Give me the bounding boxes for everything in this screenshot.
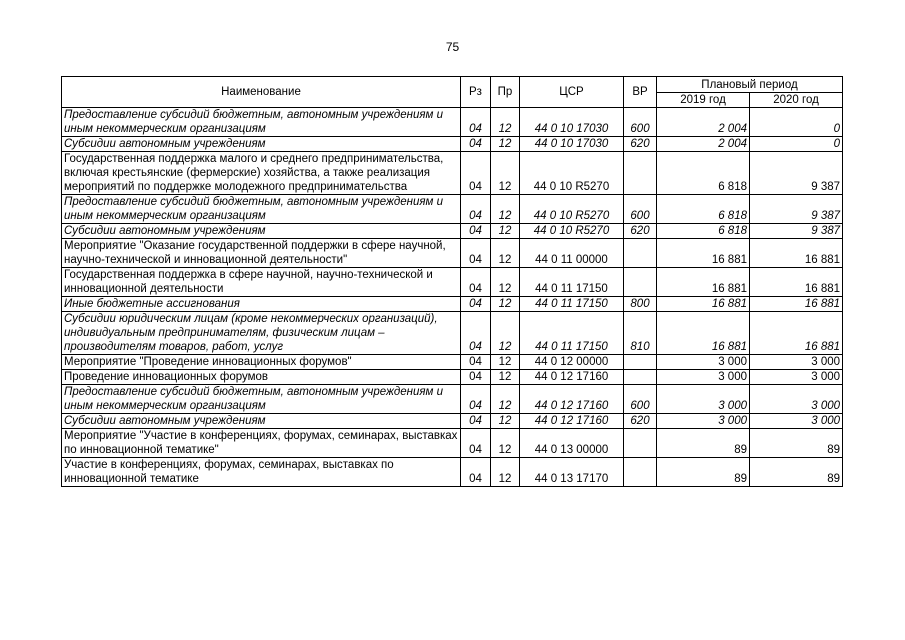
cell-2019: 16 881 bbox=[657, 297, 750, 312]
cell-rz: 04 bbox=[461, 370, 491, 385]
cell-csr: 44 0 13 17170 bbox=[520, 458, 624, 487]
cell-rz: 04 bbox=[461, 195, 491, 224]
table-header bbox=[62, 77, 843, 108]
cell-vr: 600 bbox=[624, 385, 657, 414]
cell-name: Иные бюджетные ассигнования bbox=[62, 297, 461, 312]
page-number: 75 bbox=[445, 40, 460, 54]
cell-name: Предоставление субсидий бюджетным, автономным учреждениям и иным некоммерческим организациям bbox=[62, 108, 461, 137]
cell-rz: 04 bbox=[461, 239, 491, 268]
table-row bbox=[62, 370, 843, 385]
cell-name: Предоставление субсидий бюджетным, автономным учреждениям и иным некоммерческим организациям bbox=[62, 195, 461, 224]
cell-name: Государственная поддержка малого и среднего предпринимательства, включая крестьянские (фермерские) хозяйства, а также реализация мероприятий по поддержке молодежного предпринимательства bbox=[62, 152, 461, 195]
table-row bbox=[62, 239, 843, 268]
cell-vr: 800 bbox=[624, 297, 657, 312]
cell-pr: 12 bbox=[491, 108, 520, 137]
table-row bbox=[62, 414, 843, 429]
cell-rz: 04 bbox=[461, 385, 491, 414]
table-row bbox=[62, 312, 843, 355]
header-year-2020: 2020 год bbox=[750, 93, 843, 108]
cell-pr: 12 bbox=[491, 385, 520, 414]
cell-csr: 44 0 10 17030 bbox=[520, 137, 624, 152]
cell-name: Мероприятие "Оказание государственной поддержки в сфере научной, научно-технической и инновационной деятельности" bbox=[62, 239, 461, 268]
cell-2020: 0 bbox=[750, 137, 843, 152]
cell-2020: 16 881 bbox=[750, 312, 843, 355]
cell-vr bbox=[624, 370, 657, 385]
cell-csr: 44 0 10 R5270 bbox=[520, 224, 624, 239]
cell-2020: 3 000 bbox=[750, 414, 843, 429]
cell-pr: 12 bbox=[491, 429, 520, 458]
cell-name: Мероприятие "Участие в конференциях, форумах, семинарах, выставках по инновационной тематике" bbox=[62, 429, 461, 458]
cell-2020: 9 387 bbox=[750, 152, 843, 195]
cell-pr: 12 bbox=[491, 268, 520, 297]
cell-csr: 44 0 12 17160 bbox=[520, 414, 624, 429]
header-name: Наименование bbox=[62, 77, 461, 108]
cell-rz: 04 bbox=[461, 224, 491, 239]
cell-2019: 16 881 bbox=[657, 268, 750, 297]
header-year-2019: 2019 год bbox=[657, 93, 750, 108]
cell-csr: 44 0 12 17160 bbox=[520, 385, 624, 414]
cell-name: Мероприятие "Проведение инновационных форумов" bbox=[62, 355, 461, 370]
cell-2019: 6 818 bbox=[657, 152, 750, 195]
cell-name: Участие в конференциях, форумах, семинарах, выставках по инновационной тематике bbox=[62, 458, 461, 487]
cell-vr bbox=[624, 239, 657, 268]
cell-csr: 44 0 13 00000 bbox=[520, 429, 624, 458]
cell-2019: 89 bbox=[657, 429, 750, 458]
cell-2019: 89 bbox=[657, 458, 750, 487]
table-body bbox=[62, 108, 843, 487]
cell-rz: 04 bbox=[461, 297, 491, 312]
table-row bbox=[62, 429, 843, 458]
cell-2019: 3 000 bbox=[657, 370, 750, 385]
cell-csr: 44 0 10 17030 bbox=[520, 108, 624, 137]
cell-vr bbox=[624, 458, 657, 487]
cell-vr bbox=[624, 355, 657, 370]
cell-2019: 16 881 bbox=[657, 312, 750, 355]
budget-table bbox=[61, 76, 843, 487]
cell-rz: 04 bbox=[461, 312, 491, 355]
cell-2020: 0 bbox=[750, 108, 843, 137]
cell-pr: 12 bbox=[491, 355, 520, 370]
cell-pr: 12 bbox=[491, 458, 520, 487]
cell-2020: 16 881 bbox=[750, 239, 843, 268]
cell-2020: 3 000 bbox=[750, 355, 843, 370]
cell-2020: 89 bbox=[750, 429, 843, 458]
cell-2019: 6 818 bbox=[657, 224, 750, 239]
cell-2019: 6 818 bbox=[657, 195, 750, 224]
cell-2020: 89 bbox=[750, 458, 843, 487]
cell-name: Субсидии автономным учреждениям bbox=[62, 224, 461, 239]
cell-rz: 04 bbox=[461, 137, 491, 152]
cell-vr: 620 bbox=[624, 224, 657, 239]
table-row bbox=[62, 385, 843, 414]
cell-vr: 810 bbox=[624, 312, 657, 355]
cell-2020: 3 000 bbox=[750, 385, 843, 414]
cell-rz: 04 bbox=[461, 152, 491, 195]
cell-csr: 44 0 10 R5270 bbox=[520, 152, 624, 195]
cell-pr: 12 bbox=[491, 414, 520, 429]
cell-rz: 04 bbox=[461, 268, 491, 297]
cell-pr: 12 bbox=[491, 239, 520, 268]
cell-csr: 44 0 10 R5270 bbox=[520, 195, 624, 224]
header-csr: ЦСР bbox=[520, 77, 624, 108]
cell-vr: 600 bbox=[624, 195, 657, 224]
cell-pr: 12 bbox=[491, 312, 520, 355]
header-rz: Рз bbox=[461, 77, 491, 108]
table-row bbox=[62, 195, 843, 224]
table-row bbox=[62, 108, 843, 137]
cell-2019: 16 881 bbox=[657, 239, 750, 268]
cell-csr: 44 0 12 17160 bbox=[520, 370, 624, 385]
cell-name: Субсидии автономным учреждениям bbox=[62, 414, 461, 429]
cell-vr bbox=[624, 268, 657, 297]
cell-2019: 3 000 bbox=[657, 355, 750, 370]
table-row bbox=[62, 137, 843, 152]
cell-pr: 12 bbox=[491, 195, 520, 224]
cell-vr: 600 bbox=[624, 108, 657, 137]
cell-rz: 04 bbox=[461, 108, 491, 137]
cell-vr bbox=[624, 429, 657, 458]
cell-rz: 04 bbox=[461, 414, 491, 429]
cell-2019: 2 004 bbox=[657, 137, 750, 152]
cell-vr: 620 bbox=[624, 137, 657, 152]
table-row bbox=[62, 297, 843, 312]
cell-2020: 3 000 bbox=[750, 370, 843, 385]
cell-csr: 44 0 11 00000 bbox=[520, 239, 624, 268]
cell-rz: 04 bbox=[461, 355, 491, 370]
cell-name: Проведение инновационных форумов bbox=[62, 370, 461, 385]
header-vr: ВР bbox=[624, 77, 657, 108]
cell-name: Субсидии автономным учреждениям bbox=[62, 137, 461, 152]
table-row bbox=[62, 152, 843, 195]
cell-csr: 44 0 11 17150 bbox=[520, 297, 624, 312]
cell-2020: 16 881 bbox=[750, 297, 843, 312]
cell-csr: 44 0 11 17150 bbox=[520, 312, 624, 355]
cell-csr: 44 0 11 17150 bbox=[520, 268, 624, 297]
cell-vr bbox=[624, 152, 657, 195]
cell-vr: 620 bbox=[624, 414, 657, 429]
cell-rz: 04 bbox=[461, 458, 491, 487]
cell-2019: 3 000 bbox=[657, 385, 750, 414]
cell-pr: 12 bbox=[491, 370, 520, 385]
table-row bbox=[62, 355, 843, 370]
cell-pr: 12 bbox=[491, 152, 520, 195]
table-row bbox=[62, 458, 843, 487]
cell-name: Субсидии юридическим лицам (кроме некоммерческих организаций), индивидуальным предпринимателям, физическим лицам – производителям товаров, работ, услуг bbox=[62, 312, 461, 355]
header-pr: Пр bbox=[491, 77, 520, 108]
cell-pr: 12 bbox=[491, 297, 520, 312]
cell-2020: 9 387 bbox=[750, 195, 843, 224]
cell-name: Предоставление субсидий бюджетным, автономным учреждениям и иным некоммерческим организациям bbox=[62, 385, 461, 414]
cell-2020: 16 881 bbox=[750, 268, 843, 297]
cell-pr: 12 bbox=[491, 137, 520, 152]
cell-2019: 3 000 bbox=[657, 414, 750, 429]
cell-name: Государственная поддержка в сфере научной, научно-технической и инновационной деятельности bbox=[62, 268, 461, 297]
cell-csr: 44 0 12 00000 bbox=[520, 355, 624, 370]
cell-2019: 2 004 bbox=[657, 108, 750, 137]
cell-pr: 12 bbox=[491, 224, 520, 239]
header-plan-period: Плановый период bbox=[657, 77, 843, 93]
cell-2020: 9 387 bbox=[750, 224, 843, 239]
cell-rz: 04 bbox=[461, 429, 491, 458]
table-row bbox=[62, 268, 843, 297]
table-row bbox=[62, 224, 843, 239]
